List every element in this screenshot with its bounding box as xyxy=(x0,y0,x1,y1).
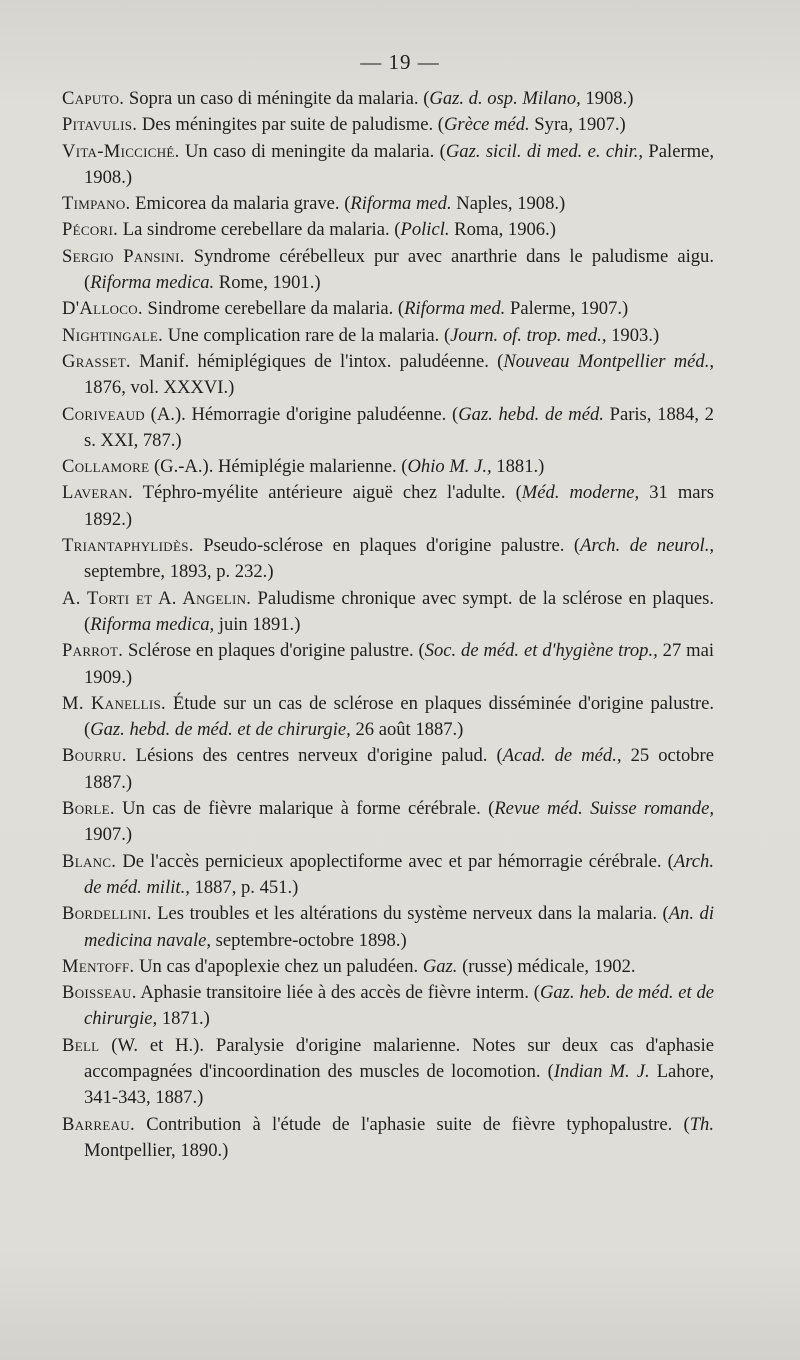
entry-details: 1881.) xyxy=(491,456,545,478)
entry-text: Pseudo-sclérose en plaques d'origine palustre. ( xyxy=(193,535,581,557)
entry-details: 1903.) xyxy=(606,324,660,346)
entry-details: Syra, 1907.) xyxy=(529,114,626,136)
entry-author: Grasset. xyxy=(62,350,131,372)
entry-source: Soc. de méd. et d'hygiène trop., xyxy=(424,640,658,662)
entry-author: Borle. xyxy=(62,798,115,820)
entry-text: De l'accès pernicieux apoplectiforme avec et par hémorragie cérébrale. ( xyxy=(116,850,674,872)
entry-details: 1887, p. 451.) xyxy=(189,876,299,898)
bibliography-entry xyxy=(62,86,714,112)
bibliography-entry xyxy=(62,743,714,796)
entry-author: Boisseau. xyxy=(62,982,137,1004)
entry-details: Montpellier, 1890.) xyxy=(84,1139,229,1161)
entry-author: Mentoff. xyxy=(62,955,135,977)
bibliography-entry xyxy=(62,402,714,455)
entry-source: Gaz. xyxy=(422,955,458,977)
entry-author: Parrot. xyxy=(62,640,124,662)
entry-source: Riforma medica, xyxy=(90,613,215,635)
bibliography-entry xyxy=(62,901,714,954)
entry-author: Timpano. xyxy=(62,193,131,215)
entry-text: Téphro-myélite antérieure aiguë chez l'adulte. ( xyxy=(132,482,522,504)
entry-author: M. Kanellis. xyxy=(62,692,166,714)
entry-text: Syndrome cérébelleux pur avec anarthrie dans le paludisme aigu. ( xyxy=(84,245,715,294)
entry-source: Acad. de méd., xyxy=(502,745,622,767)
bibliography-entry xyxy=(62,533,714,586)
entry-text: (W. et H.). Paralysie d'origine malarienne. Notes sur deux cas d'aphasie accompagnées d'incoordination des muscles de locomotion. ( xyxy=(84,1034,714,1082)
entry-author: Bordellini. xyxy=(62,903,152,925)
entry-details: juin 1891.) xyxy=(214,613,301,635)
entry-text: La sindrome cerebellare da malaria. ( xyxy=(118,219,401,241)
entry-source: Gaz. d. osp. Milano, xyxy=(429,88,581,109)
bibliography-entry xyxy=(62,796,714,849)
entry-source: Riforma med. xyxy=(404,298,506,320)
entry-author: Barreau. xyxy=(62,1113,135,1135)
bibliography-entry xyxy=(62,217,714,243)
entry-source: Nouveau Montpellier méd., xyxy=(503,350,715,372)
entry-author: Vita-Micciché. xyxy=(62,140,180,162)
entry-details: Palerme, 1907.) xyxy=(505,298,629,320)
entry-text: Aphasie transitoire liée à des accès de fièvre interm. ( xyxy=(136,982,540,1004)
entry-source: Gaz. hebd. de méd. xyxy=(458,403,604,425)
entry-author: Collamore xyxy=(62,456,150,478)
bibliography-entry xyxy=(62,586,714,639)
entry-details: 31 mars 1892.) xyxy=(84,482,714,530)
bibliography-entry xyxy=(62,244,714,297)
bibliography-entry xyxy=(62,980,714,1033)
entry-details: Roma, 1906.) xyxy=(449,219,556,241)
entry-source: Grèce méd. xyxy=(443,114,530,136)
entry-author: Caputo. xyxy=(62,88,125,109)
entry-text: Paludisme chronique avec sympt. de la sclérose en plaques. ( xyxy=(84,587,714,635)
entry-source: Gaz. sicil. di med. e. chir., xyxy=(445,140,644,162)
entry-details: Rome, 1901.) xyxy=(214,272,321,294)
page-number: — 19 — xyxy=(360,50,440,74)
entry-author: Nightingale. xyxy=(62,324,164,346)
entry-details: 1871.) xyxy=(157,1008,210,1030)
bibliography-entry xyxy=(62,638,714,691)
entry-author: Pitavulis. xyxy=(62,114,138,136)
bibliography-list xyxy=(62,86,714,1164)
entry-author: Sergio Pansini. xyxy=(62,245,185,267)
entry-source: Ohio M. J., xyxy=(407,456,492,478)
entry-author: A. Torti et A. Angelin. xyxy=(62,587,252,609)
bibliography-entry xyxy=(62,454,714,480)
entry-details: Lahore, 341-343, 1887.) xyxy=(84,1060,714,1109)
entry-details: 25 octobre 1887.) xyxy=(84,745,714,793)
entry-text: Contribution à l'étude de l'aphasie suite de fièvre typhopalustre. ( xyxy=(134,1113,690,1135)
entry-details: 1908.) xyxy=(580,88,634,109)
entry-text: Une complication rare de la malaria. ( xyxy=(163,324,451,346)
entry-source: Policl. xyxy=(400,219,450,241)
bibliography-entry xyxy=(62,349,714,402)
entry-source: Arch. de méd. milit., xyxy=(84,850,714,898)
bibliography-entry xyxy=(62,691,714,744)
entry-details: (russe) médicale, 1902. xyxy=(457,955,636,977)
bibliography-entry xyxy=(62,323,714,349)
bibliography-entry xyxy=(62,849,714,902)
entry-text: Un cas d'apoplexie chez un paludéen. xyxy=(134,955,423,977)
entry-source: Indian M. J. xyxy=(553,1060,650,1082)
entry-details: 1907.) xyxy=(84,824,133,846)
entry-author: Coriveaud xyxy=(62,403,145,425)
entry-source: Gaz. heb. de méd. et de chirurgie, xyxy=(84,982,715,1030)
entry-author: Bourru. xyxy=(62,745,127,767)
bibliography-entry xyxy=(62,191,714,217)
entry-source: Th. xyxy=(689,1113,714,1135)
entry-text: Sclérose en plaques d'origine palustre. ( xyxy=(123,640,425,662)
entry-details: septembre, 1893, p. 232.) xyxy=(84,561,274,583)
entry-text: Emicorea da malaria grave. ( xyxy=(130,193,351,215)
entry-source: An. di medicina navale, xyxy=(84,903,714,951)
entry-details: Palerme, 1908.) xyxy=(84,140,715,188)
entry-details: Paris, 1884, 2 s. XXI, 787.) xyxy=(84,403,714,451)
entry-text: Des méningites par suite de paludisme. ( xyxy=(137,114,444,136)
bibliography-entry xyxy=(62,296,714,322)
entry-source: Riforma med. xyxy=(350,193,452,215)
bibliography-entry xyxy=(62,1033,714,1112)
entry-author: Triantaphylidès. xyxy=(62,535,194,557)
entry-author: Blanc. xyxy=(62,850,117,872)
entry-details: 26 août 1887.) xyxy=(350,719,464,741)
bibliography-entry xyxy=(62,139,714,192)
entry-text: (G.-A.). Hémiplégie malarienne. ( xyxy=(149,456,408,478)
bibliography-entry xyxy=(62,480,714,533)
entry-details: septembre-octobre 1898.) xyxy=(211,929,407,951)
entry-text: Étude sur un cas de sclérose en plaques disséminée d'origine palustre. ( xyxy=(84,692,714,741)
bibliography-entry xyxy=(62,954,714,980)
entry-author: D'Alloco. xyxy=(62,298,143,320)
entry-text: Manif. hémiplégiques de l'intox. paludéenne. ( xyxy=(130,350,504,372)
entry-details: Naples, 1908.) xyxy=(451,193,566,215)
entry-source: Gaz. hebd. de méd. et de chirurgie, xyxy=(90,719,351,741)
entry-text: (A.). Hémorragie d'origine paludéenne. ( xyxy=(144,403,459,425)
bibliography-entry xyxy=(62,1112,714,1165)
entry-source: Arch. de neurol., xyxy=(580,535,714,557)
entry-source: Méd. moderne, xyxy=(521,482,640,504)
entry-text: Un cas de fièvre malarique à forme cérébrale. ( xyxy=(114,798,495,820)
entry-text: Un caso di meningite da malaria. ( xyxy=(179,140,446,162)
entry-source: Riforma medica. xyxy=(90,272,215,294)
entry-source: Revue méd. Suisse romande, xyxy=(494,798,714,820)
entry-details: 27 mai 1909.) xyxy=(84,640,714,688)
entry-text: Les troubles et les altérations du système nerveux dans la malaria. ( xyxy=(151,903,669,925)
entry-author: Laveran. xyxy=(62,482,133,504)
entry-text: Sopra un caso di méningite da malaria. ( xyxy=(124,88,430,109)
bibliography-entry xyxy=(62,112,714,138)
entry-author: Pécori. xyxy=(62,219,119,241)
entry-details: 1876, vol. XXXVI.) xyxy=(84,377,235,399)
entry-text: Sindrome cerebellare da malaria. ( xyxy=(142,298,405,320)
entry-text: Lésions des centres nerveux d'origine palud. ( xyxy=(126,745,503,767)
entry-author: Bell xyxy=(62,1034,100,1056)
entry-source: Journ. of. trop. med., xyxy=(450,324,607,346)
